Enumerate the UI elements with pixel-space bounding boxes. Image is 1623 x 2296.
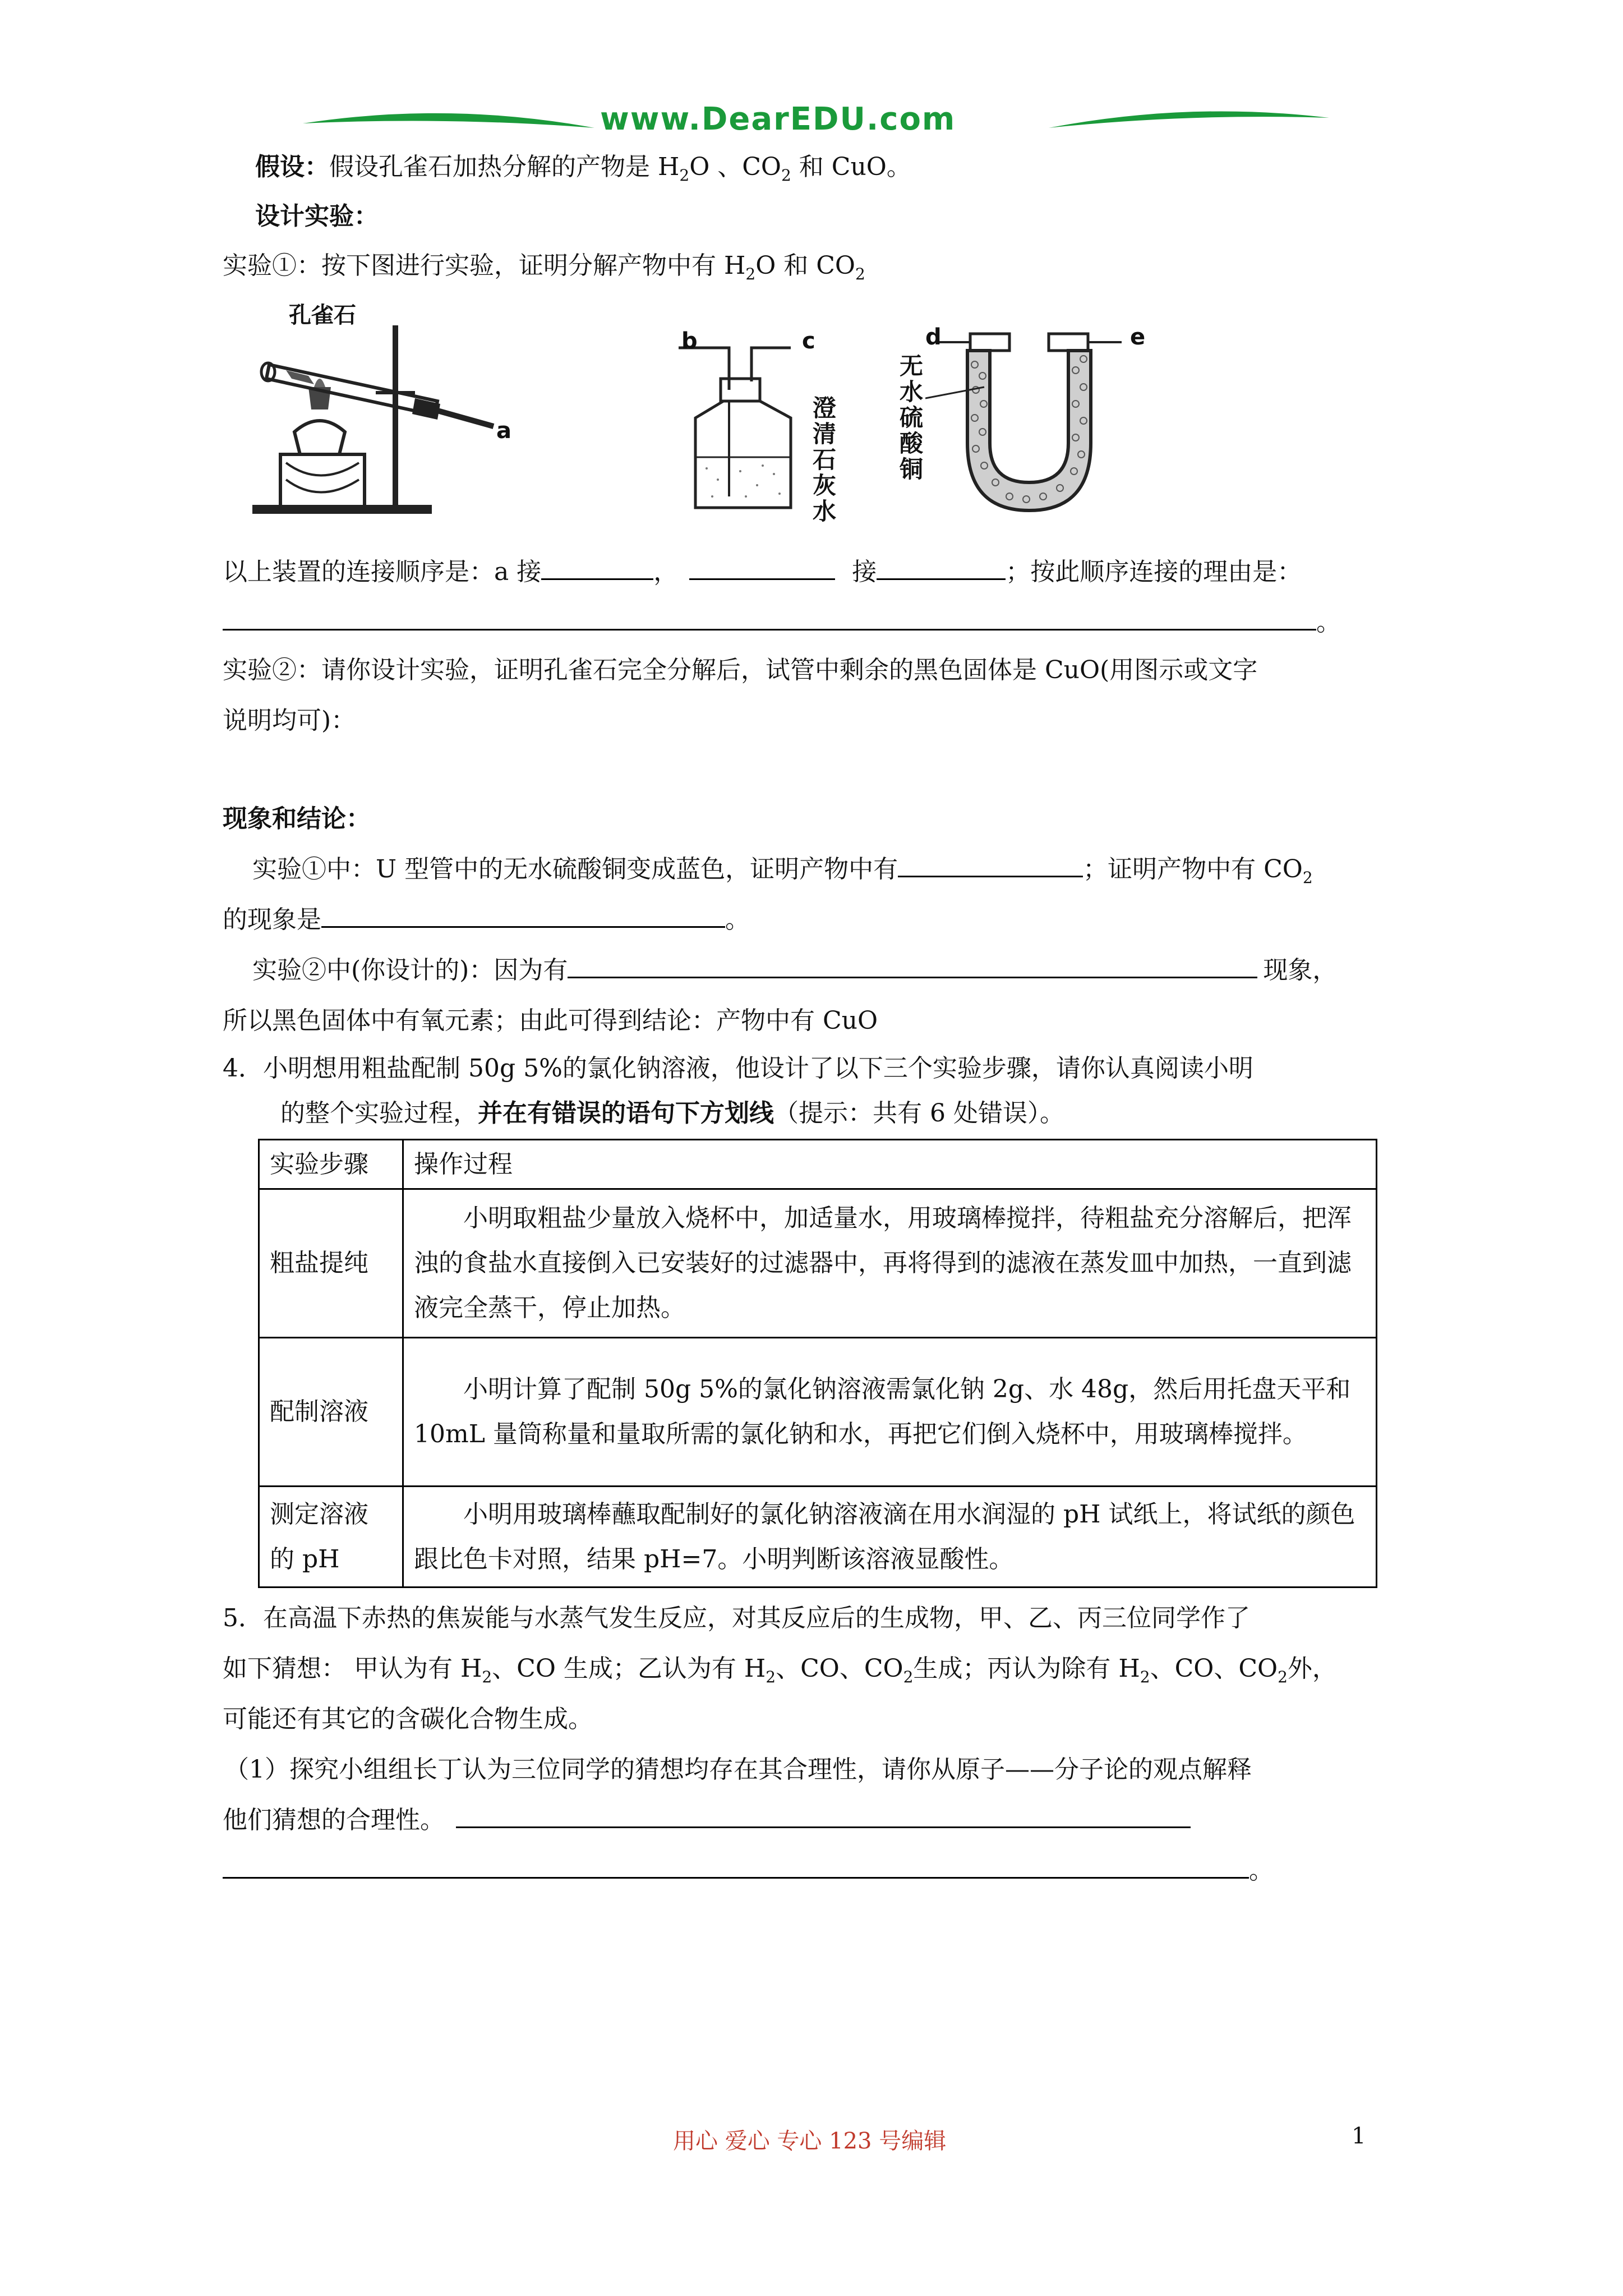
page-number: 1 <box>1352 2123 1366 2149</box>
phenomena-line3: 实验②中(你设计的)：因为有 现象， <box>252 954 1337 987</box>
table-header-step: 实验步骤 <box>259 1140 403 1189</box>
hypothesis-line: 假设：假设孔雀石加热分解的产物是 $H_2O$ 、$CO_2$ 和 CuO。 <box>255 153 911 185</box>
hypothesis-label: 假设： <box>255 153 329 181</box>
table-cell-desc: 小明用玻璃棒蘸取配制好的氯化钠溶液滴在用水润湿的 pH 试纸上，将试纸的颜色跟比色卡对照，结果 pH=7。小明判断该溶液显酸性。 <box>403 1487 1377 1588</box>
blank-q5-answer-1[interactable] <box>456 1804 1191 1828</box>
table-row <box>259 1338 1377 1487</box>
blank-2[interactable] <box>689 556 835 580</box>
blank-co2-phenomenon[interactable] <box>321 904 725 928</box>
u-tube <box>937 331 1150 522</box>
q4-line1: 4．小明想用粗盐配制 50g 5%的氯化钠溶液，他设计了以下三个实验步骤，请你认真阅读小明 <box>223 1054 1253 1083</box>
table-cell-desc: 小明取粗盐少量放入烧杯中，加适量水，用玻璃棒搅拌，待粗盐充分溶解后，把浑浊的食盐水直接倒入已安装好的过滤器中，再将得到的滤液在蒸发皿中加热，一直到滤液完全蒸干，停止加热。 <box>403 1189 1377 1338</box>
exp2-line2: 说明均可)： <box>223 706 356 735</box>
connection-order-line: 以上装置的连接顺序是：a 接 ， 接 ；按此顺序连接的理由是： <box>223 555 1302 589</box>
design-label: 设计实验： <box>255 202 379 231</box>
limewater-bottle <box>679 339 824 519</box>
header-logo <box>303 95 1324 146</box>
phenomena-label: 现象和结论： <box>223 804 371 833</box>
table-row <box>259 1487 1377 1588</box>
q5-line4: （1）探究小组组长丁认为三位同学的猜想均存在其合理性，请你从原子——分子论的观点解释 <box>224 1755 1252 1784</box>
logo-swoosh-left <box>303 107 594 140</box>
blank-q5-answer-2[interactable] <box>223 1855 1249 1879</box>
blank-product[interactable] <box>898 853 1083 877</box>
footer-note: 用心 爱心 专心 123 号编辑 <box>673 2128 947 2154</box>
heating-apparatus <box>247 320 538 522</box>
blank-3[interactable] <box>877 556 1006 580</box>
reason-line: 。 <box>223 606 1341 639</box>
table-cell-step: 测定溶液的 pH <box>259 1487 403 1588</box>
phenomena-line2: 的现象是 。 <box>223 903 750 937</box>
cuso4-label: 无水硫酸铜 <box>899 352 923 483</box>
q5-line6: 。 <box>223 1854 1274 1888</box>
q5-line2: 如下猜想： 甲认为有 $H_2$、CO 生成；乙认为有 $H_2$、CO、$CO_2$生成；丙认为除有 $H_2$、CO、$CO_2$外， <box>223 1654 1337 1686</box>
port-e-label: e <box>1130 324 1146 350</box>
phenomena-line4: 所以黑色固体中有氧元素；由此可得到结论：产物中有 CuO <box>223 1006 878 1035</box>
table-cell-desc: 小明计算了配制 50g 5%的氯化钠溶液需氯化钠 2g、水 48g，然后用托盘天平和 10mL 量筒称量和量取所需的氯化钠和水，再把它们倒入烧杯中，用玻璃棒搅拌。 <box>403 1338 1377 1487</box>
malachite-label: 孔雀石 <box>289 302 356 328</box>
table-header-process: 操作过程 <box>403 1140 1377 1189</box>
experiment-table <box>258 1139 1377 1588</box>
port-c-label: c <box>802 328 815 354</box>
table-row <box>259 1189 1377 1338</box>
exp1-line: 实验①：按下图进行实验，证明分解产物中有 $H_2O$ 和 $CO_2$ <box>223 251 865 283</box>
cuso4-pointer <box>925 381 987 404</box>
apparatus-diagram <box>247 297 1200 539</box>
table-cell-step: 配制溶液 <box>259 1338 403 1487</box>
blank-1[interactable] <box>541 556 653 580</box>
q5-line3: 可能还有其它的含碳化合物生成。 <box>223 1705 593 1733</box>
exp2-line1: 实验②：请你设计实验，证明孔雀石完全分解后，试管中剩余的黑色固体是 CuO(用图示或文字 <box>223 656 1258 684</box>
blank-reason[interactable] <box>223 606 1316 631</box>
phenomena-line1: 实验①中：U 型管中的无水硫酸铜变成蓝色，证明产物中有 ；证明产物中有 $CO_2$ <box>252 853 1313 895</box>
table-cell-step: 粗盐提纯 <box>259 1189 403 1338</box>
logo-swoosh-right <box>1049 105 1329 139</box>
q4-line2: 的整个实验过程，并在有错误的语句下方划线（提示：共有 6 处错误）。 <box>280 1099 1064 1128</box>
q5-line1: 5．在高温下赤热的焦炭能与水蒸气发生反应，对其反应后的生成物，甲、乙、丙三位同学作了 <box>223 1604 1250 1632</box>
port-a-label: a <box>496 418 511 444</box>
table-header-row <box>259 1140 1377 1189</box>
limewater-label: 澄清石灰水 <box>812 394 836 525</box>
port-b-label: b <box>681 328 698 354</box>
site-logo-text: www.DearEDU.com <box>600 101 956 137</box>
q5-line5: 他们猜想的合理性。 <box>223 1803 1191 1837</box>
blank-exp2-phenomenon[interactable] <box>568 954 1257 978</box>
port-d-label: d <box>925 324 942 350</box>
